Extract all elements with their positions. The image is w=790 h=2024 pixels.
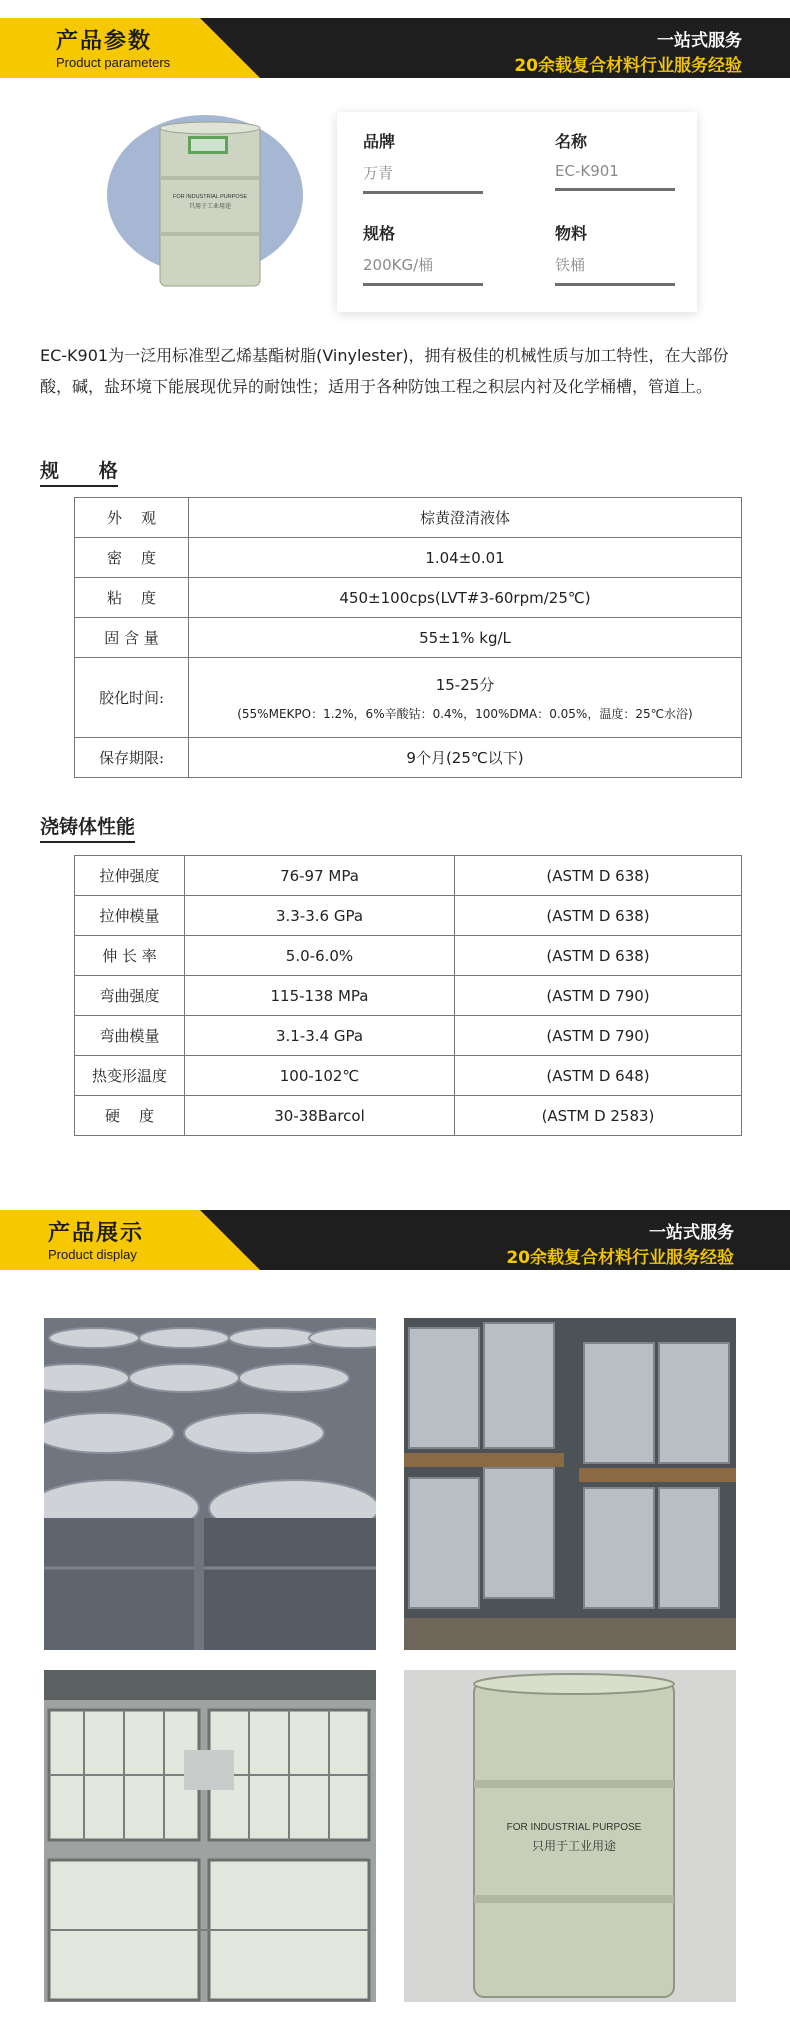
table-row: [75, 1016, 742, 1056]
table-row: [75, 738, 742, 778]
param-brand: [363, 129, 483, 194]
property-standard: (ASTM D 638): [455, 856, 742, 896]
spec-value: 9个月(25℃以下): [189, 738, 742, 778]
table-row: [75, 1056, 742, 1096]
photo-ibc-tanks: [44, 1670, 376, 2002]
spec-label: 粘 度: [75, 578, 189, 618]
property-label: 拉伸模量: [75, 896, 185, 936]
banner-slogan: 一站式服务: [657, 31, 742, 51]
table-row: [75, 976, 742, 1016]
product-description: EC-K901为一泛用标准型乙烯基酯树脂(Vinylester)，拥有极佳的机械性质与加工特性，在大部份酸，碱，盐环境下能展现优异的耐蚀性；适用于各种防蚀工程之积层内衬及化学桶槽，管道上。: [40, 346, 729, 396]
photo-drums-pallets: [404, 1318, 736, 1650]
param-spec: [363, 221, 483, 286]
drum-label-cn: 只用于工业用途: [531, 1839, 617, 1853]
property-label: 拉伸强度: [75, 856, 185, 896]
property-label: 弯曲模量: [75, 1016, 185, 1056]
section-banner-parameters: [0, 18, 790, 78]
spec-table: [74, 497, 742, 778]
spec-value: 450±100cps(LVT#3-60rpm/25℃): [189, 578, 742, 618]
table-row: [75, 498, 742, 538]
drum-label-en: FOR INDUSTRIAL PURPOSE: [172, 194, 248, 200]
property-standard: (ASTM D 648): [455, 1056, 742, 1096]
spec-section-title: 规 格: [40, 456, 118, 487]
property-standard: (ASTM D 790): [455, 1016, 742, 1056]
property-standard: (ASTM D 638): [455, 936, 742, 976]
table-row: [75, 578, 742, 618]
param-material: [555, 221, 675, 286]
spec-value-cell: [189, 658, 742, 738]
banner-slogan-highlight: 20余载复合材料行业服务经验: [506, 1248, 734, 1268]
banner-title: 产品参数: [56, 29, 153, 54]
spec-value: 1.04±0.01: [189, 538, 742, 578]
property-value: 76-97 MPa: [185, 856, 455, 896]
property-standard: (ASTM D 2583): [455, 1096, 742, 1136]
property-standard: (ASTM D 638): [455, 896, 742, 936]
spec-label: 密 度: [75, 538, 189, 578]
product-drum-image: [158, 120, 262, 292]
banner-subtitle: Product parameters: [56, 55, 171, 70]
banner-slogan-highlight: 20余载复合材料行业服务经验: [514, 56, 742, 76]
spec-note: (55%MEKPO：1.2%，6%辛酸钴：0.4%，100%DMA：0.05%，温度：25℃水浴): [237, 706, 693, 721]
banner-subtitle: Product display: [48, 1247, 137, 1262]
table-row: [75, 936, 742, 976]
property-label: 伸 长 率: [75, 936, 185, 976]
photo-drums-stacked: [44, 1318, 376, 1650]
param-label: 品牌: [363, 132, 396, 151]
param-label: 名称: [555, 132, 588, 151]
property-value: 100-102℃: [185, 1056, 455, 1096]
table-row: [75, 896, 742, 936]
drum-label-en: FOR INDUSTRIAL PURPOSE: [506, 1822, 642, 1833]
param-label: 物料: [555, 224, 588, 243]
spec-label: 胶化时间:: [75, 658, 189, 738]
param-name: [555, 129, 675, 191]
spec-value: 55±1% kg/L: [189, 618, 742, 658]
banner-title: 产品展示: [48, 1221, 145, 1246]
param-value: EC-K901: [555, 162, 675, 191]
property-label: 弯曲强度: [75, 976, 185, 1016]
product-parameters-card: [337, 112, 697, 312]
property-label: 热变形温度: [75, 1056, 185, 1096]
property-value: 30-38Barcol: [185, 1096, 455, 1136]
spec-label: 外 观: [75, 498, 189, 538]
property-value: 3.3-3.6 GPa: [185, 896, 455, 936]
casting-section-title: 浇铸体性能: [40, 812, 135, 843]
param-label: 规格: [363, 224, 396, 243]
photo-single-drum: [404, 1670, 736, 2002]
property-standard: (ASTM D 790): [455, 976, 742, 1016]
table-row: [75, 1096, 742, 1136]
casting-table: [74, 855, 742, 1136]
property-label: 硬 度: [75, 1096, 185, 1136]
spec-value: 15-25分: [435, 675, 495, 694]
spec-value: 棕黄澄清液体: [189, 498, 742, 538]
drum-label-cn: 只用于工业用途: [188, 203, 232, 210]
property-value: 3.1-3.4 GPa: [185, 1016, 455, 1056]
param-value: 万青: [363, 162, 483, 194]
spec-label: 保存期限:: [75, 738, 189, 778]
param-value: 200KG/桶: [363, 254, 483, 286]
property-value: 5.0-6.0%: [185, 936, 455, 976]
table-row: [75, 856, 742, 896]
property-value: 115-138 MPa: [185, 976, 455, 1016]
table-row: [75, 538, 742, 578]
param-value: 铁桶: [555, 254, 675, 286]
banner-slogan: 一站式服务: [649, 1223, 734, 1243]
section-banner-display: [0, 1210, 790, 1270]
table-row: [75, 618, 742, 658]
spec-label: 固 含 量: [75, 618, 189, 658]
table-row: [75, 658, 742, 738]
